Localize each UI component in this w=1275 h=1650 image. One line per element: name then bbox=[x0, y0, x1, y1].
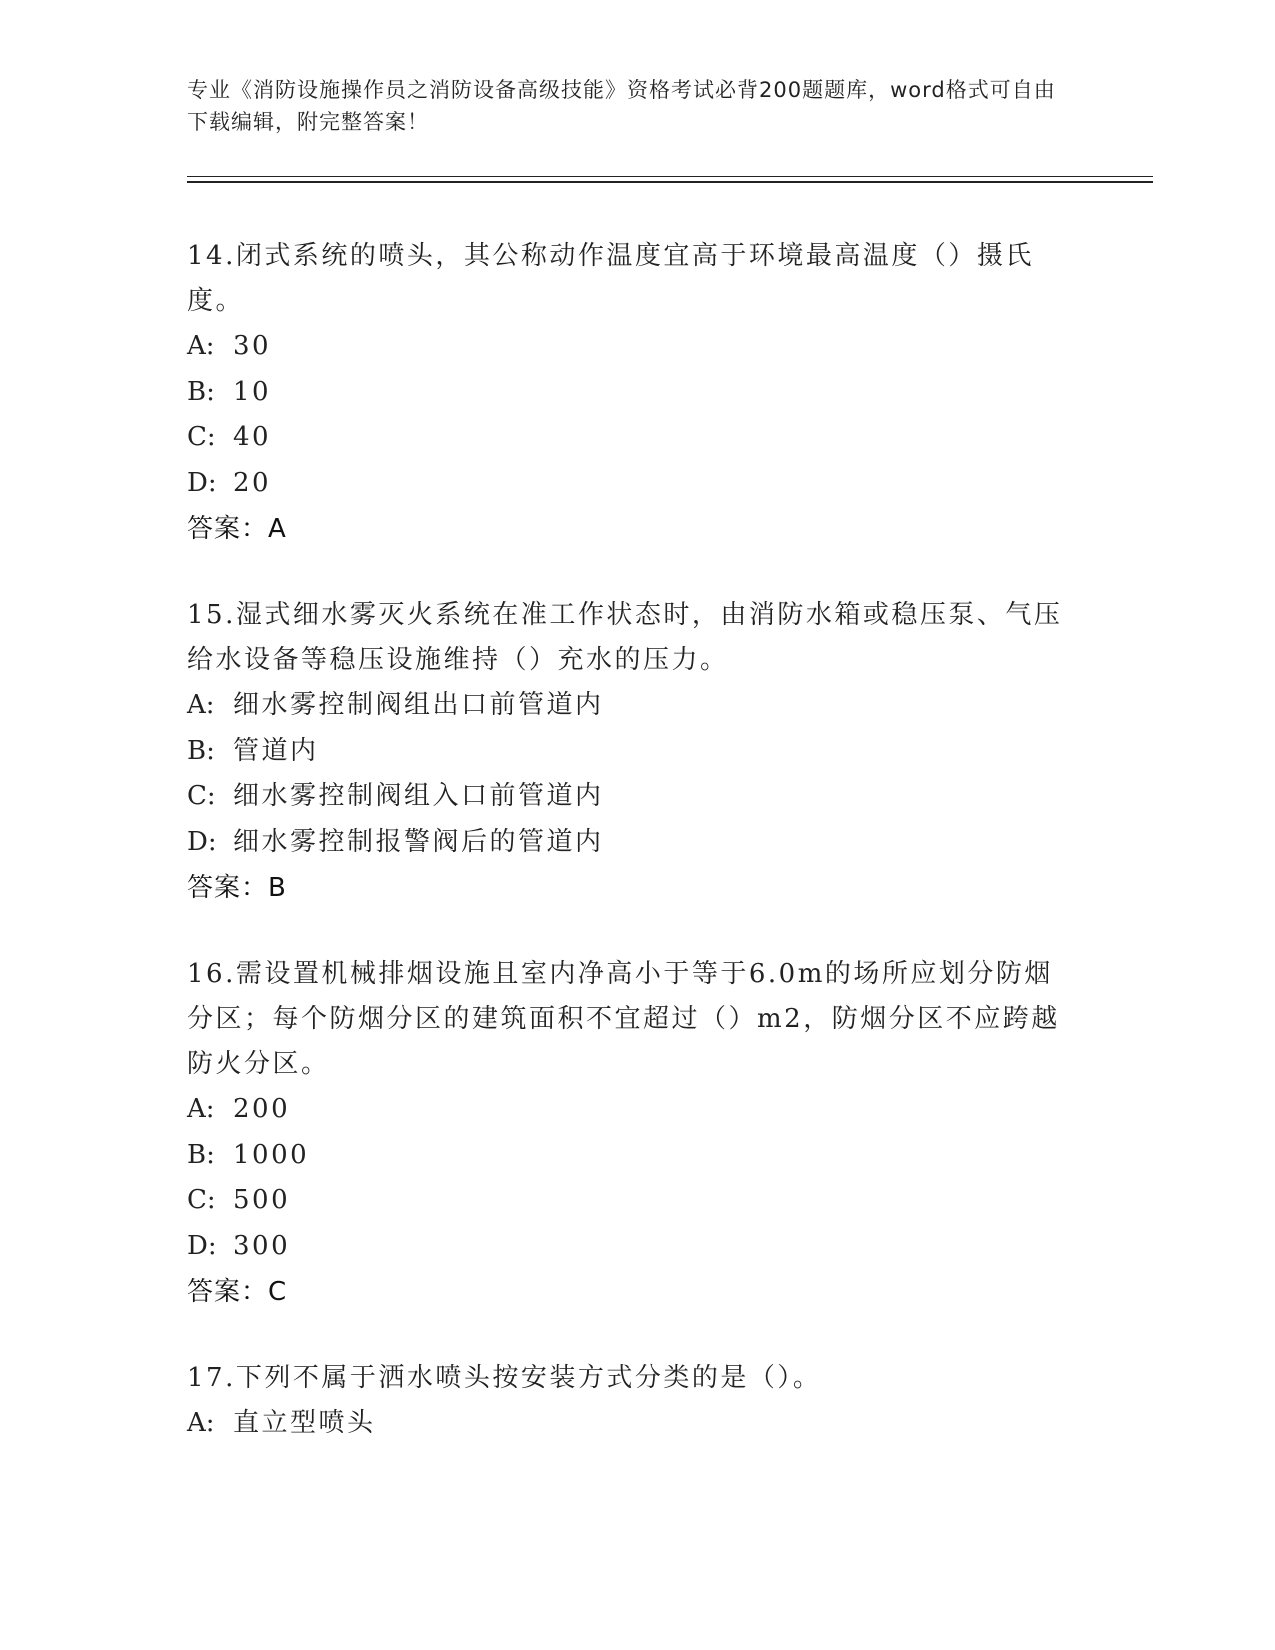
option-a bbox=[187, 683, 1077, 729]
option-letter: B: bbox=[187, 1139, 215, 1170]
option-letter: A: bbox=[187, 331, 215, 361]
option-text: 10 bbox=[233, 376, 272, 407]
option-letter: B: bbox=[187, 376, 215, 407]
option-a bbox=[187, 1087, 1077, 1133]
option-letter: D: bbox=[187, 826, 217, 857]
option-letter: B: bbox=[187, 735, 215, 766]
option-c bbox=[187, 415, 1077, 461]
option-text: 1000 bbox=[233, 1139, 310, 1170]
option-letter: A: bbox=[187, 1408, 215, 1438]
option-letter: D: bbox=[187, 1230, 217, 1261]
option-letter: C: bbox=[187, 422, 216, 452]
question-text: 16.需设置机械排烟设施且室内净高小于等于6.0m的场所应划分防烟分区；每个防烟分区的建筑面积不宜超过（）m2，防烟分区不应跨越防火分区。 bbox=[187, 959, 1060, 1079]
option-d bbox=[187, 1224, 1077, 1270]
option-text: 200 bbox=[233, 1094, 291, 1124]
option-text: 细水雾控制阀组入口前管道内 bbox=[233, 781, 604, 811]
option-text: 管道内 bbox=[233, 735, 319, 766]
option-d bbox=[187, 820, 1077, 866]
document-header: 专业《消防设施操作员之消防设备高级技能》资格考试必背200题题库，word格式可自由下载编辑，附完整答案！ bbox=[187, 78, 1056, 134]
question-text: 15.湿式细水雾灭火系统在准工作状态时，由消防水箱或稳压泵、气压给水设备等稳压设施维持（）充水的压力。 bbox=[187, 600, 1063, 675]
question-15 bbox=[187, 593, 1077, 911]
option-text: 细水雾控制阀组出口前管道内 bbox=[233, 690, 604, 720]
option-text: 直立型喷头 bbox=[233, 1408, 376, 1438]
header-divider-thin bbox=[187, 176, 1153, 177]
option-text: 30 bbox=[233, 331, 272, 361]
option-letter: C: bbox=[187, 781, 216, 811]
answer-line: 答案：A bbox=[187, 514, 287, 544]
option-text: 300 bbox=[233, 1230, 291, 1261]
option-b bbox=[187, 1133, 1077, 1179]
question-text: 14.闭式系统的喷头，其公称动作温度宜高于环境最高温度（）摄氏度。 bbox=[187, 241, 1034, 316]
option-b bbox=[187, 729, 1077, 775]
question-14 bbox=[187, 234, 1077, 552]
option-c bbox=[187, 1178, 1077, 1224]
option-d bbox=[187, 461, 1077, 507]
answer-line: 答案：C bbox=[187, 1277, 288, 1307]
option-text: 细水雾控制报警阀后的管道内 bbox=[233, 826, 604, 857]
option-text: 40 bbox=[233, 422, 272, 452]
option-text: 20 bbox=[233, 467, 272, 498]
option-letter: A: bbox=[187, 690, 215, 720]
question-16 bbox=[187, 952, 1077, 1315]
option-c bbox=[187, 774, 1077, 820]
option-a bbox=[187, 324, 1077, 370]
question-list bbox=[187, 234, 1077, 1488]
header-divider-thick bbox=[187, 181, 1153, 183]
answer-line: 答案：B bbox=[187, 873, 287, 903]
question-17 bbox=[187, 1356, 1077, 1447]
option-text: 500 bbox=[233, 1185, 291, 1215]
option-letter: C: bbox=[187, 1185, 216, 1215]
option-letter: A: bbox=[187, 1094, 215, 1124]
option-a bbox=[187, 1401, 1077, 1447]
question-text: 17.下列不属于洒水喷头按安装方式分类的是（）。 bbox=[187, 1363, 822, 1393]
option-b bbox=[187, 370, 1077, 416]
option-letter: D: bbox=[187, 467, 217, 498]
